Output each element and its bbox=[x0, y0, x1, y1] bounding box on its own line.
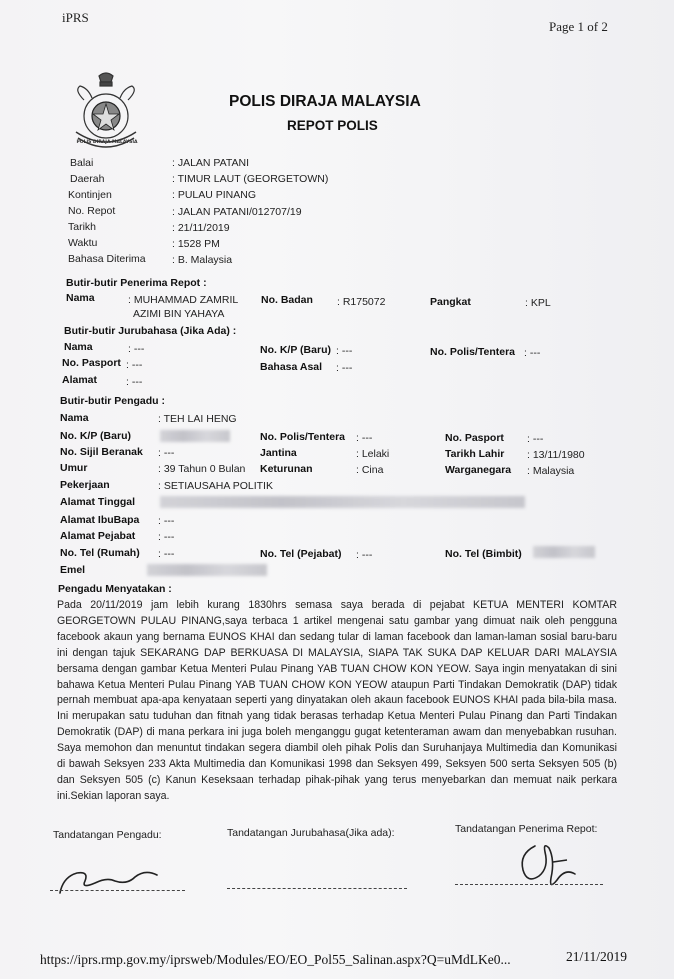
complainant-pekerjaan-label: Pekerjaan bbox=[60, 479, 110, 491]
interpreter-nama-value: : --- bbox=[128, 343, 145, 355]
system-name: iPRS bbox=[62, 10, 89, 25]
sig-line-penerima bbox=[455, 884, 603, 885]
receiver-pangkat-value: : KPL bbox=[525, 297, 551, 309]
complainant-pekerjaan-value: : SETIAUSAHA POLITIK bbox=[158, 480, 273, 492]
balai-value: : JALAN PATANI bbox=[172, 157, 250, 169]
redacted-ic-number bbox=[160, 430, 230, 442]
tarikh-label: Tarikh bbox=[68, 221, 97, 233]
complainant-pasport-value: : --- bbox=[527, 433, 544, 445]
kontinjen-value: : PULAU PINANG bbox=[172, 189, 257, 201]
receiver-heading: Butir-butir Penerima Repot : bbox=[66, 277, 207, 289]
receiver-nama-value: : MUHAMMAD ZAMRIL bbox=[128, 294, 239, 306]
complainant-nama-label: Nama bbox=[60, 412, 89, 424]
complainant-telpejabat-label: No. Tel (Pejabat) bbox=[260, 548, 342, 560]
complainant-polis-label: No. Polis/Tentera bbox=[260, 431, 345, 443]
complainant-ibubapa-value: : --- bbox=[158, 515, 175, 527]
redacted-email bbox=[147, 564, 267, 576]
receiver-nama-label: Nama bbox=[66, 292, 95, 304]
redacted-mobile-number bbox=[533, 546, 595, 558]
complainant-keturunan-label: Keturunan bbox=[260, 463, 313, 475]
complainant-jantina-value: : Lelaki bbox=[356, 448, 390, 460]
balai-label: Balai bbox=[70, 157, 94, 169]
receiver-badan-value: : R175072 bbox=[337, 296, 386, 308]
statement-heading: Pengadu Menyatakan : bbox=[58, 583, 172, 595]
police-crest-logo bbox=[66, 68, 146, 154]
interpreter-polis-label: No. Polis/Tentera bbox=[430, 346, 515, 358]
sig-line-pengadu bbox=[50, 890, 185, 891]
complainant-telrumah-label: No. Tel (Rumah) bbox=[60, 547, 140, 559]
interpreter-pasport-value: : --- bbox=[126, 359, 143, 371]
kontinjen-label: Kontinjen bbox=[68, 189, 112, 201]
complainant-nama-value: : TEH LAI HENG bbox=[158, 413, 237, 425]
complainant-warga-value: : Malaysia bbox=[527, 465, 575, 477]
interpreter-bahasa-label: Bahasa Asal bbox=[260, 361, 323, 373]
complainant-warga-label: Warganegara bbox=[445, 464, 512, 476]
complainant-pejabat-label: Alamat Pejabat bbox=[60, 530, 136, 542]
complainant-ibubapa-label: Alamat IbuBapa bbox=[60, 514, 140, 526]
repot-no-value: : JALAN PATANI/012707/19 bbox=[172, 206, 302, 218]
footer-date: 21/11/2019 bbox=[566, 949, 628, 964]
receiver-nama-value-2: AZIMI BIN YAHAYA bbox=[133, 308, 225, 320]
receiver-badan-label: No. Badan bbox=[261, 294, 313, 306]
interpreter-heading: Butir-butir Jurubahasa (Jika Ada) : bbox=[64, 325, 237, 337]
complainant-jantina-label: Jantina bbox=[260, 447, 297, 459]
interpreter-alamat-label: Alamat bbox=[62, 374, 98, 386]
footer-url: https://iprs.rmp.gov.my/iprsweb/Modules/EO/EO_Pol55_Salinan.aspx?Q=uMdLKe0... bbox=[40, 952, 511, 967]
sig-penerima-label: Tandatangan Penerima Repot: bbox=[455, 823, 598, 835]
tarikh-value: : 21/11/2019 bbox=[172, 222, 230, 234]
repot-no-label: No. Repot bbox=[68, 205, 116, 217]
bahasa-label: Bahasa Diterima bbox=[68, 253, 146, 265]
receiver-pangkat-label: Pangkat bbox=[430, 296, 471, 308]
page-number: Page 1 of 2 bbox=[549, 19, 608, 34]
complainant-umur-value: : 39 Tahun 0 Bulan bbox=[158, 463, 246, 475]
interpreter-nama-label: Nama bbox=[64, 341, 93, 353]
complainant-keturunan-value: : Cina bbox=[356, 464, 384, 476]
receiver-signature bbox=[505, 838, 585, 898]
interpreter-kp-value: : --- bbox=[336, 345, 353, 357]
complainant-tinggal-label: Alamat Tinggal bbox=[60, 496, 136, 508]
interpreter-polis-value: : --- bbox=[524, 347, 541, 359]
daerah-value: : TIMUR LAUT (GEORGETOWN) bbox=[172, 173, 329, 185]
complainant-kp-label: No. K/P (Baru) bbox=[60, 430, 131, 442]
complainant-sijil-value: : --- bbox=[158, 447, 175, 459]
complainant-emel-label: Emel bbox=[60, 564, 86, 576]
complainant-heading: Butir-butir Pengadu : bbox=[60, 395, 165, 407]
complainant-telrumah-value: : --- bbox=[158, 548, 175, 560]
complainant-pasport-label: No. Pasport bbox=[445, 432, 504, 444]
complainant-lahir-value: : 13/11/1980 bbox=[527, 449, 585, 461]
interpreter-bahasa-value: : --- bbox=[336, 362, 353, 374]
waktu-label: Waktu bbox=[68, 237, 98, 249]
interpreter-kp-label: No. K/P (Baru) bbox=[260, 344, 331, 356]
complainant-signature bbox=[55, 855, 165, 900]
statement-body: Pada 20/11/2019 jam lebih kurang 1830hrs semasa saya berada di pejabat KETUA MENTERI KOMTAR GEORGETOWN PULAU PINANG,saya terbaca 1 artikel mengenai satu gambar yang dimuat naik oleh pengguna facebook akaun yang bernama EUNOS KHAI dan sedang tular di laman facebook dan laman-laman sosial baru-baru ini dengan tajuk SEKARANG DAP BERKUASA DI MALAYSIA, SIAPA TAK SUKA DAP KELUAR DARI MALAYSIA bersama dengan gambar Ketua Menteri Pulau Pinang YAB TUAN CHOW KON YEOW. Saya ingin menyatakan di sini bahawa Ketua Menteri Pulau Pinang YAB TUAN CHOW KON YEOW ataupun Parti Tindakan Demokratik (DAP) tidak pernah membuat apa-apa kenyataan seperti yang dinyatakan oleh akaun facebook EUNOS KHAI pada bila-bila masa. Ini merupakan satu tuduhan dan fitnah yang tidak berasas terhadap Ketua Menteri Pulau Pinang dan Parti Tindakan Demokratik (DAP) di mana perkara ini juga boleh menganggu gugat ketenteraman awam dan menyebabkan rusuhan. Saya memohon dan menuntut tindakan segera diambil oleh pihak Polis dan Suruhanjaya Multimedia dan Komunikasi di bawah Seksyen 233 Akta Multimedia dan Komunikasi 1998 dan Seksyen 499, Seksyen 500 serta Seksyen 505 (b) dan Seksyen 505 (c) Kanun Keseksaan terhadap pihak-pihak yang terus menyebarkan dan memuat naik perkara ini.Sekian laporan saya. bbox=[57, 599, 617, 802]
complainant-pejabat-value: : --- bbox=[158, 531, 175, 543]
waktu-value: : 1528 PM bbox=[172, 238, 220, 250]
sig-jurubahasa-label: Tandatangan Jurubahasa(Jika ada): bbox=[227, 827, 395, 839]
interpreter-alamat-value: : --- bbox=[126, 376, 143, 388]
complainant-telbimbit-label: No. Tel (Bimbit) bbox=[445, 548, 522, 560]
complainant-telpejabat-value: : --- bbox=[356, 549, 373, 561]
bahasa-value: : B. Malaysia bbox=[172, 254, 233, 266]
complainant-umur-label: Umur bbox=[60, 462, 88, 474]
complainant-lahir-label: Tarikh Lahir bbox=[445, 448, 505, 460]
crest-ribbon-text: POLIS DIRAJA MALAYSIA bbox=[76, 140, 138, 145]
interpreter-pasport-label: No. Pasport bbox=[62, 357, 121, 369]
document-title: REPOT POLIS bbox=[287, 118, 378, 133]
complainant-polis-value: : --- bbox=[356, 432, 373, 444]
sig-line-jurubahasa bbox=[227, 888, 407, 889]
sig-pengadu-label: Tandatangan Pengadu: bbox=[53, 829, 162, 841]
org-title: POLIS DIRAJA MALAYSIA bbox=[229, 93, 421, 110]
redacted-home-address bbox=[160, 496, 525, 508]
daerah-label: Daerah bbox=[70, 173, 105, 185]
complainant-sijil-label: No. Sijil Beranak bbox=[60, 446, 143, 458]
